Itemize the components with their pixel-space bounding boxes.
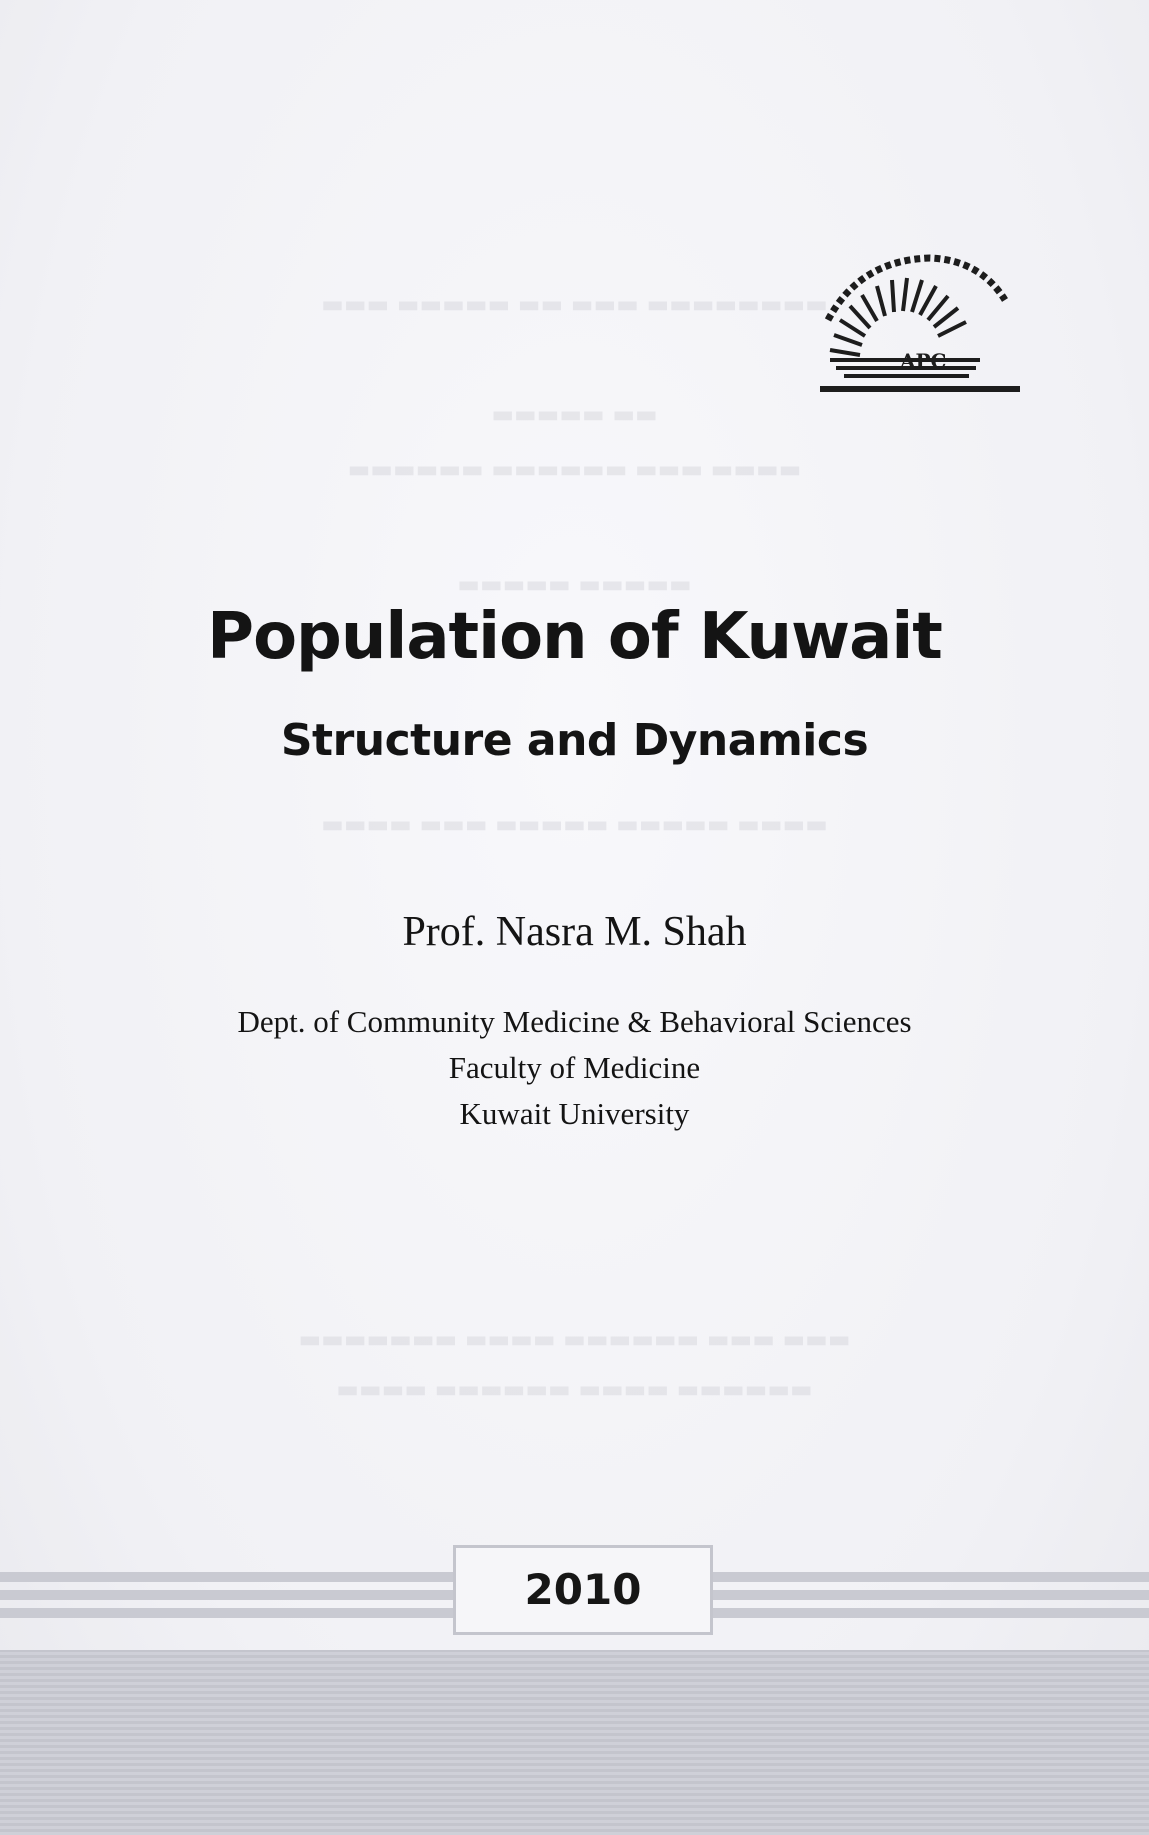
show-through-text: ▬▬▬▬▬ ▬▬▬▬▬ [457,570,692,598]
logo-letters: APC [900,349,947,373]
show-through-text: ▬▬▬▬▬ ▬▬ [491,400,658,428]
bottom-band [0,1650,1149,1835]
affiliation-university: Kuwait University [459,1096,690,1131]
show-through-text: ▬▬▬▬ ▬▬▬ ▬▬▬▬▬ ▬▬▬▬▬ ▬▬▬▬ [321,810,828,838]
show-through-text: ▬▬▬▬▬▬▬ ▬▬▬▬ ▬▬▬▬▬▬ ▬▬▬ ▬▬▬ [298,1325,851,1353]
show-through-text: ▬▬▬▬▬▬ ▬▬▬▬▬▬ ▬▬▬ ▬▬▬▬ [347,455,802,483]
publication-year: 2010 [524,1565,642,1614]
apc-sunburst-logo [820,250,1020,400]
affiliation-department: Dept. of Community Medicine & Behavioral Sciences [237,1004,912,1039]
affiliation-faculty: Faculty of Medicine [448,1050,701,1085]
show-through-text: ▬▬▬▬ ▬▬▬▬▬▬ ▬▬▬▬ ▬▬▬▬▬▬ [336,1375,813,1403]
book-subtitle: Structure and Dynamics [280,715,869,766]
book-title: Population of Kuwait [207,600,942,674]
show-through-text: ▬▬▬ ▬▬▬▬▬ ▬▬ ▬▬▬ ▬▬▬▬▬▬▬▬ [321,290,828,318]
author-name: Prof. Nasra M. Shah [402,909,747,955]
